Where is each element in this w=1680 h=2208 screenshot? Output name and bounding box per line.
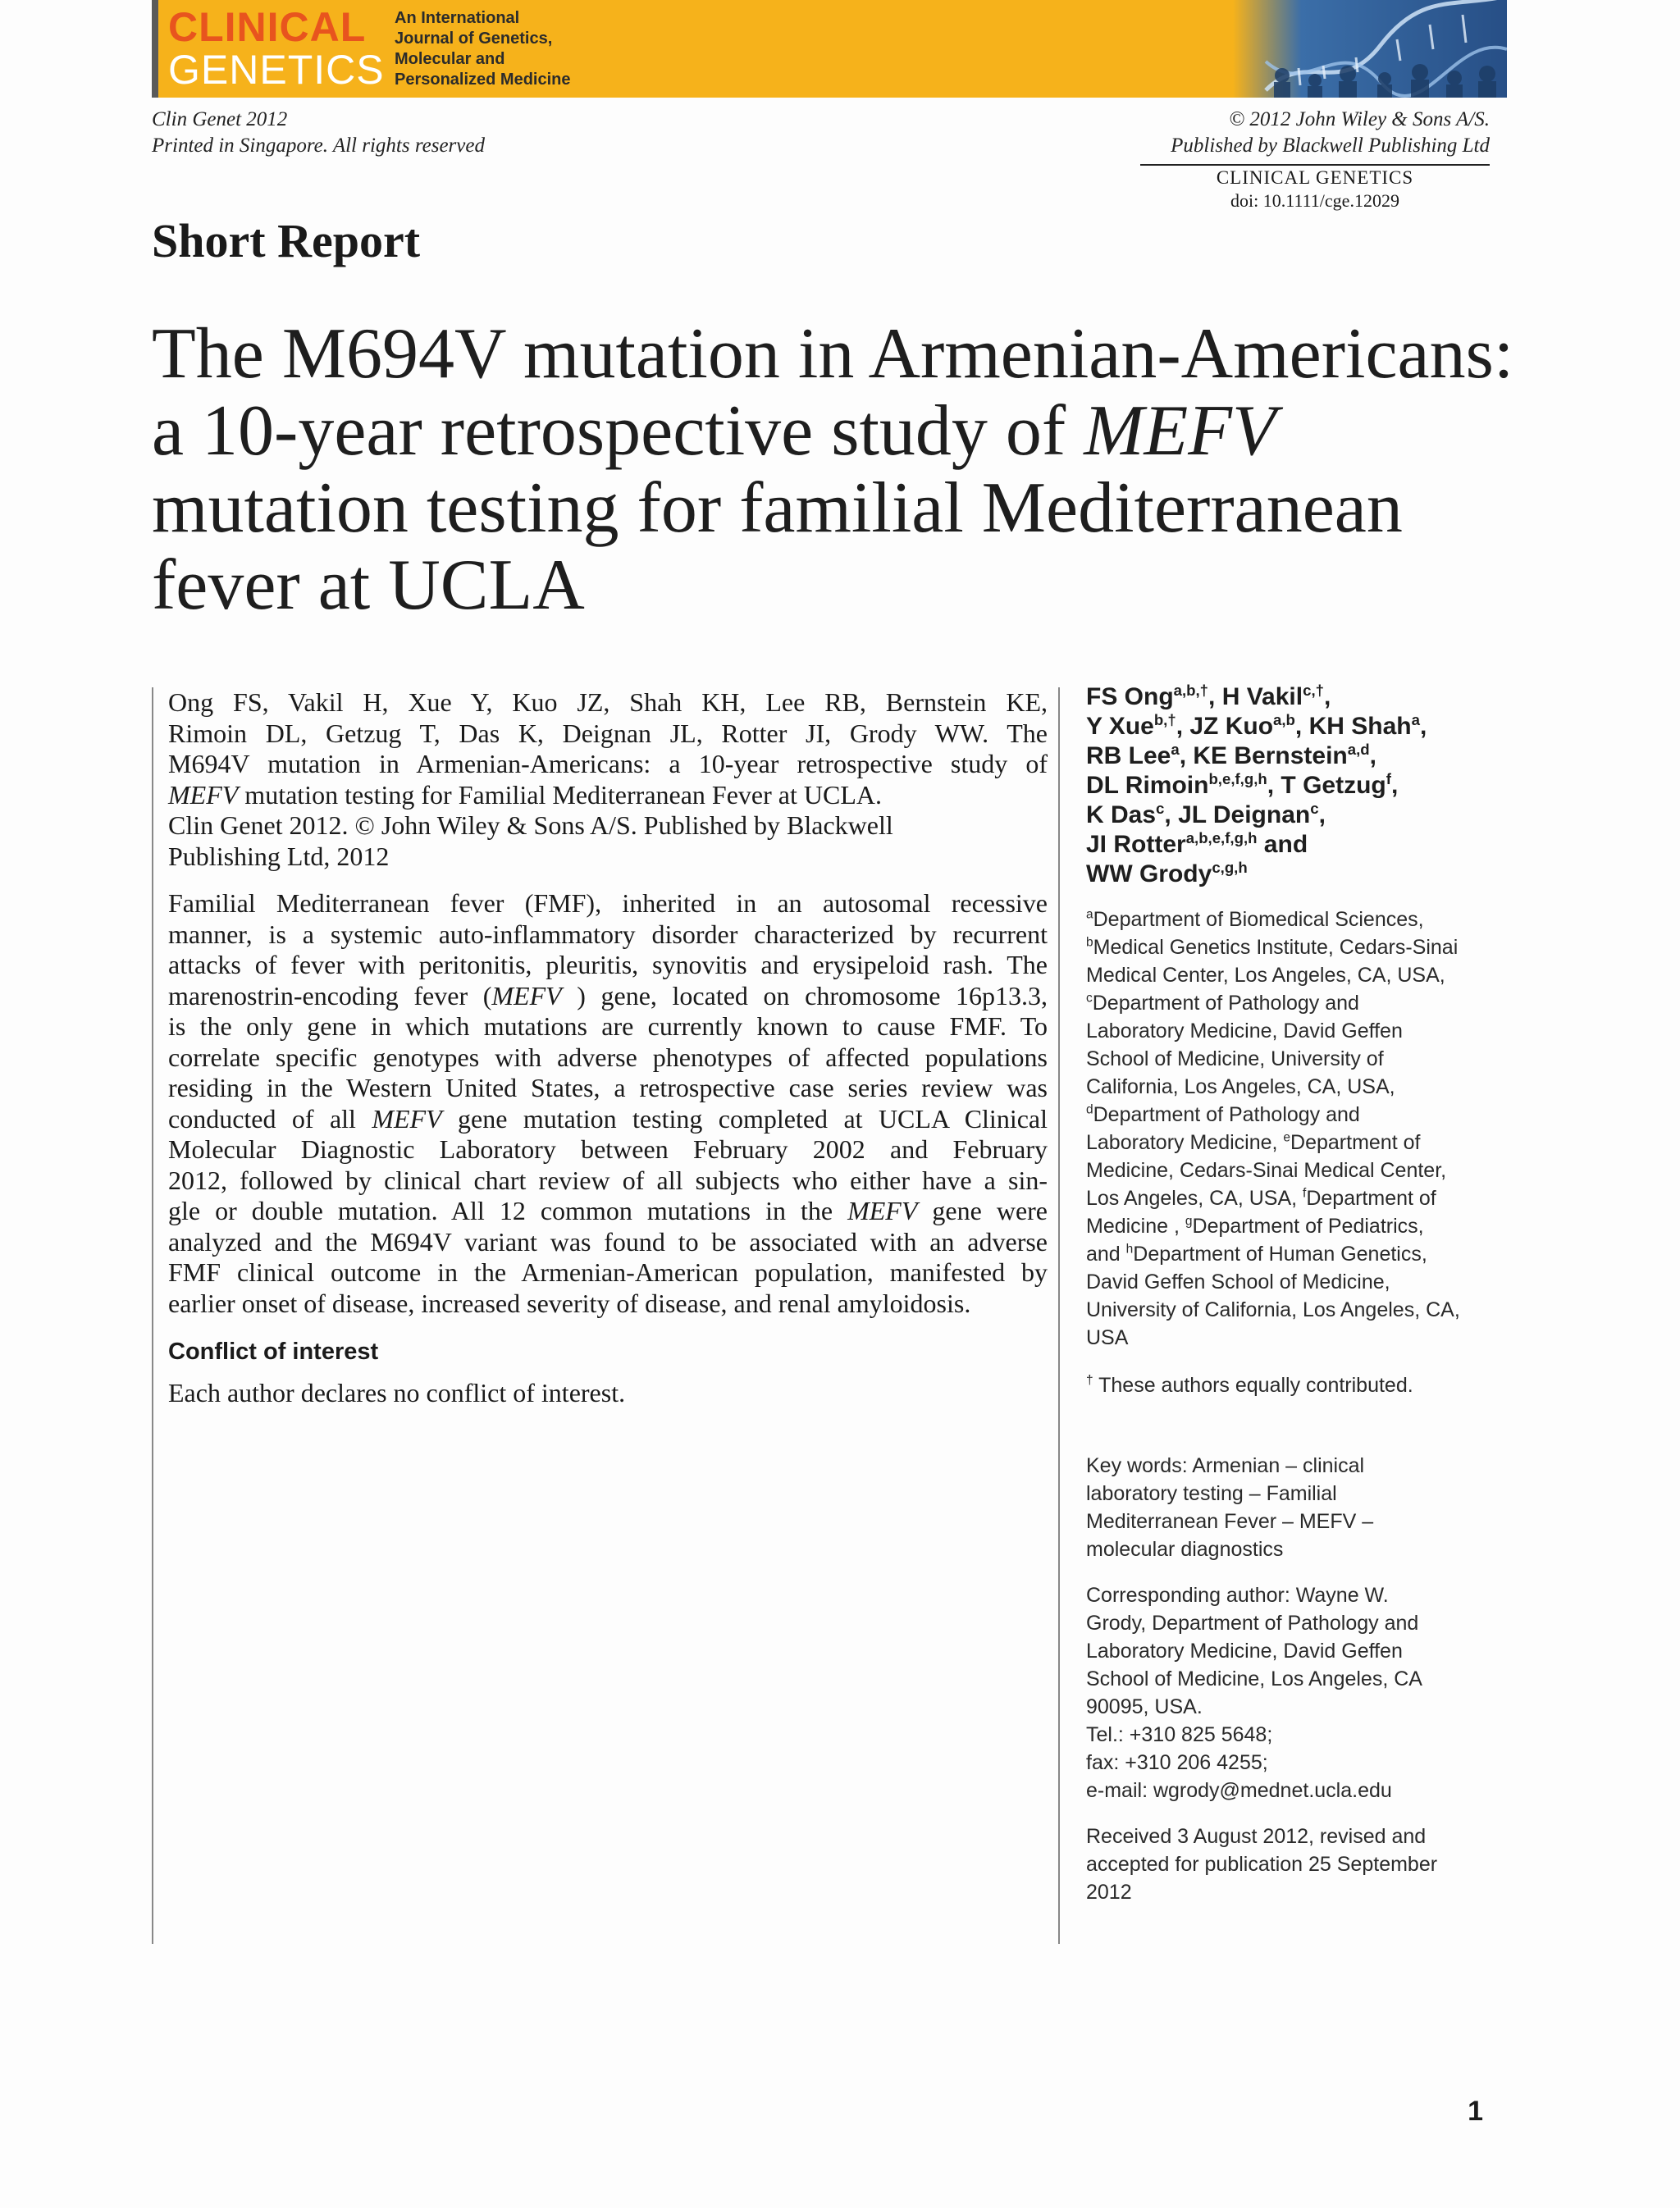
author-name: JZ Kuo [1189,713,1274,740]
citation-line: Ong FS, Vakil H, Xue Y, Kuo JZ, Shah KH, Lee RB, Bernstein KE, [168,687,1048,717]
abstract-line: attacks of fever with peritonitis, pleuritis, synovitis and erysipeloid rash. The [168,950,1048,979]
header-printed: Printed in Singapore. All rights reserved [152,135,485,157]
author-line [1086,771,1513,801]
author-separator: , [1176,713,1190,740]
gene-name: MEFV [847,1196,918,1225]
affiliation-text: Department of [1306,1187,1436,1210]
affiliation-line [1086,1101,1513,1129]
author-line [1086,712,1513,741]
author-separator: , [1208,683,1222,710]
author-name: H Vakil [1221,683,1303,710]
affiliation-text: and [1086,1243,1126,1266]
affiliation-mark: h [1125,1242,1134,1257]
affiliation-mark: a [1086,907,1093,922]
abstract-line: is the only gene in which mutations are currently known to cause FMF. To [168,1011,1048,1041]
keywords-line: molecular diagnostics [1086,1538,1284,1561]
journal-name: CLINICAL GENETICS [1216,167,1414,188]
affiliation-text: Medicine , [1086,1215,1185,1238]
author-line [1086,741,1513,771]
author-affiliation-marks: c,g,h [1212,858,1248,876]
title-text: a 10-year retrospective study of [152,391,1084,471]
author-name: WW Grody [1086,860,1212,887]
journal-tagline [395,8,641,90]
author-separator: , [1179,742,1194,769]
author-separator: and [1257,831,1308,858]
affiliation-text: Laboratory Medicine, [1086,1131,1284,1154]
abstract-line [168,1196,1048,1227]
author-name: FS Ong [1086,683,1174,710]
affiliation-mark: c [1086,991,1093,1006]
keywords-line: Key words: Armenian – clinical [1086,1454,1365,1477]
affiliation-line: Medical Center, Los Angeles, CA, USA, [1086,964,1445,987]
corresponding-phone: Tel.: +310 825 5648; [1086,1723,1273,1746]
doi: doi: 10.1111/cge.12029 [1230,190,1399,211]
author-affiliation-marks: a [1171,740,1180,758]
author-separator: , [1390,772,1399,799]
abstract-line: correlate specific genotypes with adverse phenotypes of affected populations [168,1042,1048,1072]
author-affiliation-marks: c,† [1303,681,1324,699]
corresponding-fax: fax: +310 206 4255; [1086,1751,1268,1774]
citation-line: Clin Genet 2012. © John Wiley & Sons A/S. Published by Blackwell [168,810,893,840]
tagline-line: Personalized Medicine [395,71,571,89]
title-line: fever at UCLA [152,545,585,625]
abstract-line [168,981,1048,1012]
author-name: T Getzug [1281,772,1386,799]
tagline-line: An International [395,9,520,27]
affiliation-text: Medical Genetics Institute, Cedars-Sinai [1093,936,1459,959]
abstract-text-run: gene were [917,1196,1048,1225]
banner-stripe [152,0,158,98]
affiliation-line: David Geffen School of Medicine, [1086,1271,1390,1293]
affiliation-line: School of Medicine, University of [1086,1047,1384,1070]
citation-line [168,780,1048,811]
affiliation-mark: f [1303,1186,1307,1201]
author-separator: , [1267,772,1281,799]
author-name: KE Bernstein [1193,742,1348,769]
author-affiliation-marks: a [1411,710,1420,728]
abstract-text-run: ) gene, located on chromosome 16p13.3, [561,980,1048,1010]
author-list [1086,682,1513,889]
abstract-line: FMF clinical outcome in the Armenian-American population, manifested by [168,1257,1048,1287]
page-number: 1 [1468,2096,1483,2127]
affiliation-text: Department of [1290,1131,1421,1154]
abstract-text-run: gle or double mutation. All 12 common mutations in the [168,1196,848,1225]
author-affiliation-marks: f [1386,769,1391,787]
note-text: These authors equally contributed. [1093,1374,1413,1397]
gene-name: MEFV [168,779,239,810]
journal-citation-header [152,107,485,159]
corresponding-line: School of Medicine, Los Angeles, CA [1086,1667,1422,1690]
corresponding-line: 90095, USA. [1086,1695,1203,1718]
gene-name: MEFV [372,1103,442,1134]
abstract-text-run: gene mutation testing completed at UCLA Clinical [441,1103,1048,1134]
author-separator: , [1369,742,1376,769]
author-affiliation-marks: c [1156,799,1165,817]
affiliation-line: University of California, Los Angeles, CA, [1086,1298,1460,1321]
abstract-text-run: marenostrin-encoding fever ( [168,980,492,1010]
author-name: Y Xue [1086,713,1154,740]
equal-contribution-note [1086,1371,1513,1399]
author-info-column [1086,682,1513,1906]
header-publisher: Published by Blackwell Publishing Ltd [1171,135,1490,157]
gene-name: MEFV [491,980,562,1010]
header-citation: Clin Genet 2012 [152,108,288,130]
abstract-line [168,1104,1048,1135]
author-name: JI Rotter [1086,831,1186,858]
author-line [1086,801,1513,830]
affiliation-text: Los Angeles, CA, USA, [1086,1187,1303,1210]
citation-line: Rimoin DL, Getzug T, Das K, Deignan JL, Rotter JI, Grody WW. The [168,718,1048,748]
abstract-line: earlier onset of disease, increased severity of disease, and renal amyloidosis. [168,1288,971,1318]
received-line: accepted for publication 25 September [1086,1853,1438,1876]
affiliation-line [1086,933,1513,961]
affiliation-mark: e [1283,1130,1291,1145]
author-separator: , [1323,683,1331,710]
author-name: DL Rimoin [1086,772,1209,799]
affiliation-text: Department of Human Genetics, [1133,1243,1427,1266]
abstract-line: 2012, followed by clinical chart review of all subjects who either have a sin- [168,1165,1048,1195]
citation-line: M694V mutation in Armenian-Americans: a 10-year retrospective study of [168,749,1048,778]
affiliation-mark: b [1086,935,1093,950]
logo-word-genetics: GENETICS [168,47,385,93]
affiliation-line: USA [1086,1326,1129,1349]
keywords-line: laboratory testing – Familial [1086,1482,1337,1505]
conflict-heading: Conflict of interest [168,1339,379,1365]
affiliation-line: California, Los Angeles, CA, USA, [1086,1075,1395,1098]
affiliation-text: Department of Pathology and [1092,992,1359,1015]
affiliation-line: Laboratory Medicine, David Geffen [1086,1020,1403,1042]
column-rule-left [152,687,153,1944]
corresponding-line: Laboratory Medicine, David Geffen [1086,1640,1403,1663]
abstract-column [168,687,1048,1409]
affiliation-line [1086,1212,1513,1240]
citation-block [168,687,1048,872]
copyright-header [1171,107,1490,159]
tagline-line: Molecular and [395,50,505,68]
affiliation-mark: g [1185,1214,1193,1229]
author-line [1086,682,1513,712]
author-affiliation-marks: c [1310,799,1319,817]
author-separator: , [1294,713,1309,740]
keywords-line: Mediterranean Fever – MEFV – [1086,1510,1374,1533]
author-line [1086,830,1513,860]
conflict-text: Each author declares no conflict of interest. [168,1378,626,1407]
received-dates [1086,1823,1513,1906]
article-title [152,316,1546,624]
logo-word-clinical: CLINICAL [168,4,367,50]
received-line: 2012 [1086,1881,1132,1904]
affiliation-line [1086,1184,1513,1212]
abstract-line: manner, is a systemic auto-inflammatory disorder characterized by recurrent [168,919,1048,949]
author-affiliation-marks: a,b,e,f,g,h [1185,828,1258,846]
corresponding-author [1086,1581,1513,1804]
author-separator: , [1164,801,1179,828]
affiliation-line: Medicine, Cedars-Sinai Medical Center, [1086,1159,1447,1182]
author-name: KH Shah [1308,713,1412,740]
abstract-text-run: conducted of all [168,1103,372,1134]
title-line: The M694V mutation in Armenian-Americans: [152,314,1514,394]
affiliations [1086,906,1513,1352]
abstract-line: analyzed and the M694V variant was found to be associated with an adverse [168,1226,1048,1257]
abstract-line: residing in the Western United States, a retrospective case series review was [168,1073,1048,1102]
author-affiliation-marks: a,d [1347,740,1370,758]
affiliation-line [1086,906,1513,933]
column-rule-middle [1058,687,1060,1944]
header-divider [1140,164,1490,166]
article-type: Short Report [152,214,421,267]
received-line: Received 3 August 2012, revised and [1086,1825,1427,1848]
affiliation-mark: d [1086,1102,1093,1117]
citation-line: Publishing Ltd, 2012 [168,841,390,871]
author-line [1086,860,1513,889]
title-line: mutation testing for familial Mediterranean [152,468,1403,548]
author-name: K Das [1086,801,1157,828]
author-affiliation-marks: b,† [1153,710,1176,728]
affiliation-line [1086,1240,1513,1268]
abstract-line: Molecular Diagnostic Laboratory between February 2002 and February [168,1134,1048,1164]
header-copyright: © 2012 John Wiley & Sons A/S. [1229,108,1490,130]
corresponding-line: Corresponding author: Wayne W. [1086,1584,1389,1607]
corresponding-email: e-mail: wgrody@mednet.ucla.edu [1086,1779,1392,1802]
corresponding-line: Grody, Department of Pathology and [1086,1612,1419,1635]
author-affiliation-marks: b,e,f,g,h [1208,769,1267,787]
affiliation-text: Department of Pathology and [1093,1103,1360,1126]
author-name: JL Deignan [1178,801,1311,828]
affiliation-text: Department of Biomedical Sciences, [1093,908,1424,931]
dna-helix-image [1233,0,1507,98]
affiliation-line [1086,1129,1513,1156]
author-affiliation-marks: a,b,† [1173,681,1209,699]
dagger-mark: † [1086,1373,1093,1388]
abstract-text [168,888,1048,1319]
title-line [152,393,1546,470]
author-separator: , [1419,713,1427,740]
note-line [1086,1371,1513,1399]
author-name: RB Lee [1086,742,1171,769]
title-gene-name: MEFV [1084,391,1276,471]
affiliation-line [1086,989,1513,1017]
keywords [1086,1452,1513,1563]
author-separator: , [1318,801,1326,828]
author-affiliation-marks: a,b [1273,710,1295,728]
citation-text: mutation testing for Familial Mediterranean Fever at UCLA. [238,779,882,810]
tagline-line: Journal of Genetics, [395,30,553,48]
affiliation-text: Department of Pediatrics, [1192,1215,1424,1238]
abstract-line: Familial Mediterranean fever (FMF), inherited in an autosomal recessive [168,888,1048,918]
journal-banner [152,0,1507,98]
